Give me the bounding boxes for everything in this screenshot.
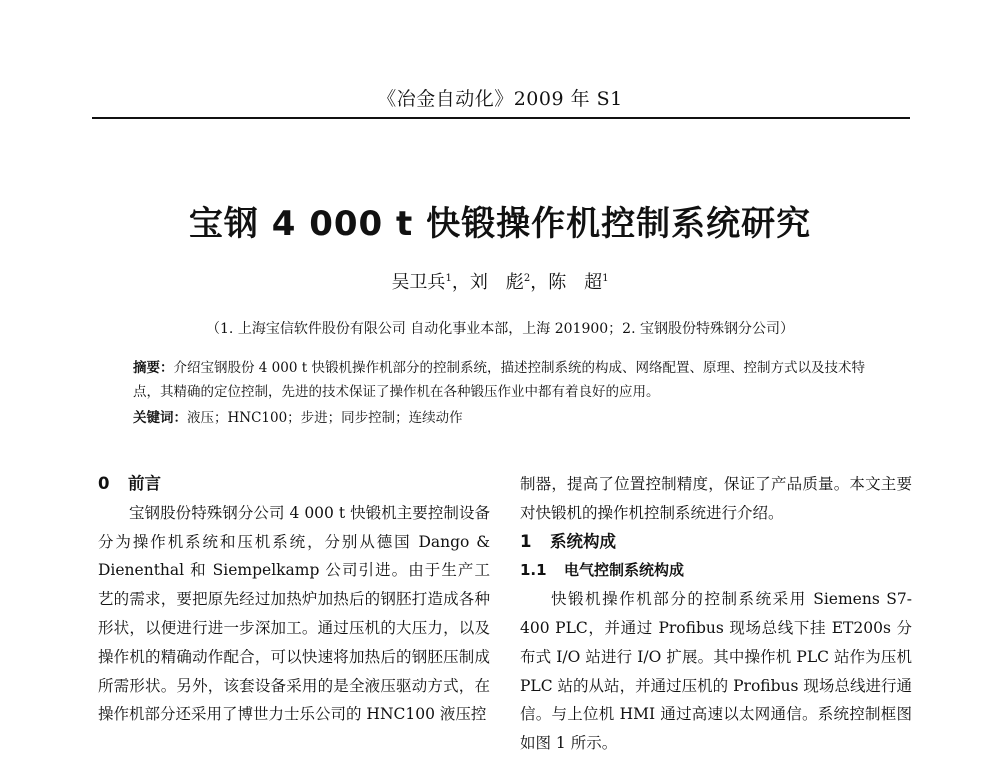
header-rule bbox=[92, 117, 910, 119]
section-number: 0 bbox=[98, 474, 110, 493]
author-name: 吴卫兵 bbox=[391, 272, 446, 293]
keywords bbox=[133, 406, 873, 430]
author-affiliation-mark: 1 bbox=[445, 273, 452, 284]
abstract bbox=[133, 356, 873, 404]
section-heading-0 bbox=[98, 470, 490, 499]
affiliation: （1. 上海宝信软件股份有限公司 自动化事业本部，上海 201900；2. 宝钢股份特殊钢分公司） bbox=[206, 321, 794, 337]
section-0-paragraph: 宝钢股份特殊钢分公司 4 000 t 快锻机主要控制设备分为操作机系统和压机系统，分别从德国 Dango & Dienenthal 和 Siempelkamp 公司引进。由于生产工艺的需求，要把原先经过加热炉加热后的钢胚打造成各种形状，以便进行进一步深加工。通过压机的大压力，以及操作机的精确动作配合，可以快速将加热后的钢胚压制成所需形状。另外，该套设备采用的是全液压驱动方式，在操作机部分还采用了博世力士乐公司的 HNC100 液压控 bbox=[98, 503, 490, 724]
abstract-text: 介绍宝钢股份 4 000 t 快锻机操作机部分的控制系统，描述控制系统的构成、网络配置、原理、控制方式以及技术特点，其精确的定位控制，先进的技术保证了操作机在各种锻压作业中都有着良好的应用。 bbox=[133, 360, 865, 400]
section-title: 前言 bbox=[128, 474, 161, 493]
journal-header: 《冶金自动化》2009 年 S1 bbox=[377, 88, 623, 110]
author-affiliation-mark: 1 bbox=[602, 273, 609, 284]
subsection-heading-1-1 bbox=[520, 556, 912, 585]
right-column bbox=[520, 470, 912, 758]
author-affiliation-mark: 2 bbox=[523, 273, 531, 284]
author-separator: ， bbox=[451, 272, 470, 293]
author-list bbox=[0, 268, 1000, 294]
left-column bbox=[98, 470, 490, 729]
section-0-paragraph-continued: 制器，提高了位置控制精度，保证了产品质量。本文主要对快锻机的操作机控制系统进行介绍。 bbox=[520, 475, 912, 522]
section-number: 1 bbox=[520, 531, 532, 551]
keywords-label: 关键词： bbox=[133, 410, 187, 426]
subsection-title: 电气控制系统构成 bbox=[564, 561, 685, 580]
section-heading-1 bbox=[520, 528, 912, 557]
author-name: 刘 彪 bbox=[469, 272, 524, 293]
section-1-1-paragraph: 快锻机操作机部分的控制系统采用 Siemens S7-400 PLC，并通过 Profibus 现场总线下挂 ET200s 分布式 I/O 站进行 I/O 扩展。其中操作机 PLC 站作为压机 PLC 站的从站，并通过压机的 Profibus 现场总线进行通信。与上位机 HMI 通过高速以太网通信。系统控制框图如图 1 所示。 bbox=[520, 590, 912, 753]
abstract-label: 摘要： bbox=[133, 360, 174, 376]
subsection-number: 1.1 bbox=[520, 561, 547, 580]
author-name: 陈 超 bbox=[548, 272, 603, 293]
keywords-text: 液压；HNC100；步进；同步控制；连续动作 bbox=[187, 410, 463, 426]
paper-title: 宝钢 4 000 t 快锻操作机控制系统研究 bbox=[188, 204, 812, 244]
section-title: 系统构成 bbox=[550, 531, 616, 551]
author-separator: ， bbox=[530, 272, 549, 293]
